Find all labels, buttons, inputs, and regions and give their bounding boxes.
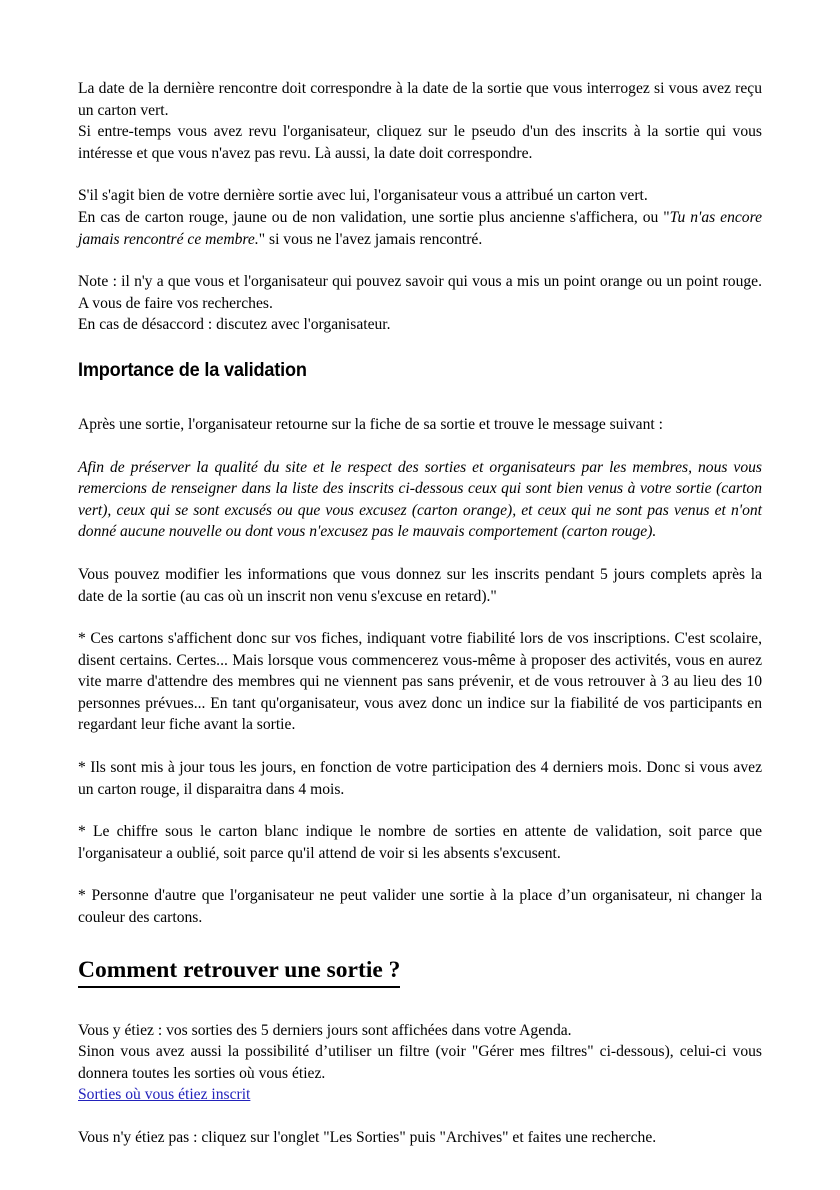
paragraph-apres-une-sortie: Après une sortie, l'organisateur retourne sur la fiche de sa sortie et trouve le message suivant : [78, 415, 663, 433]
paragraph-vous-y-etiez: Vous y étiez : vos sorties des 5 derniers jours sont affichées dans votre Agenda. [78, 1021, 572, 1039]
paragraph-validation-organisateur: * Personne d'autre que l'organisateur ne peut valider une sortie à la place d’un organisateur, ni changer la couleur des cartons. [78, 887, 762, 927]
spacer [78, 436, 762, 457]
spacer [78, 736, 762, 757]
spacer [78, 336, 762, 358]
text-after-quote: " si vous ne l'avez jamais rencontré. [258, 230, 483, 248]
spacer [78, 988, 762, 1009]
spacer [78, 1106, 762, 1127]
main-heading-comment-retrouver-sortie: Comment retrouver une sortie ? [78, 956, 400, 988]
spacer [78, 164, 762, 185]
paragraph-line-note: Note : il n'y a que vous et l'organisateur qui pouvez savoir qui vous a mis un point orange ou un point rouge. A vous de faire vos recherches. [78, 273, 762, 312]
paragraph-note-points [78, 271, 762, 314]
paragraph-derniere-rencontre [78, 78, 762, 121]
paragraph-entre-temps [78, 121, 762, 164]
paragraph-line-carton-vert: S'il s'agit bien de votre dernière sortie avec lui, l'organisateur vous a attribué un carton vert. [78, 187, 648, 205]
section-heading-importance-validation: Importance de la validation [78, 358, 307, 381]
spacer [78, 864, 762, 885]
paragraph-cartons-fiabilite: * Ces cartons s'affichent donc sur vos fiches, indiquant votre fiabilité lors de vos inscriptions. C'est scolaire, disent certains. Certes... Mais lorsque vous commencerez vous-même à proposer des activités, vous en aurez vite marre d'attendre des membres qui ne viennent pas sans prévenir, et de vous retrouver à 3 au lieu des 10 personnes prévues... En tant qu'organisateur, vous avez donc un indice sur la fiabilité de vos participants en regardant leur fiche avant la sortie. [78, 630, 762, 734]
spacer [78, 607, 762, 628]
link-sorties-ou-vous-etiez-inscrit[interactable]: Sorties où vous étiez inscrit [78, 1086, 251, 1104]
paragraph-carton-blanc: * Le chiffre sous le carton blanc indique le nombre de sorties en attente de validation, soit parce que l'organisateur a oublié, soit parce qu'il attend de voir si les absents s'excusent. [78, 823, 762, 862]
spacer [78, 1009, 762, 1020]
spacer [78, 800, 762, 821]
quoted-italic-message: Tu n'as encore jamais rencontré ce membre. [78, 208, 762, 248]
paragraph-modification-5-jours: Vous pouvez modifier les informations que vous donnez sur les inscrits pendant 5 jours complets après la date de la sortie (au cas où un inscrit non venu s'excuse en retard)." [78, 565, 762, 605]
paragraph-filtre-agenda: Sinon vous avez aussi la possibilité d’utiliser un filtre (voir "Gérer mes filtres" ci-dessous), celui-ci vous donnera toutes les sorties où vous étiez. [78, 1043, 762, 1082]
spacer [78, 250, 762, 271]
spacer [78, 929, 762, 951]
text-before-quote: En cas de carton rouge, jaune ou de non validation, une sortie plus ancienne s'affichera, ou " [78, 208, 670, 226]
paragraph-derniere-sortie [78, 185, 762, 207]
spacer [78, 382, 762, 403]
paragraph-vous-ny-etiez-pas: Vous n'y étiez pas : cliquez sur l'onglet "Les Sorties" puis "Archives" et faites une recherche. [78, 1129, 657, 1146]
paragraph-message-validation: Afin de préserver la qualité du site et le respect des sorties et organisateurs par les membres, nous vous remercions de renseigner dans la liste des inscrits ci-dessous ceux qui sont bien venus à votre sortie (carton vert), ceux qui se sont excusés ou que vous excusez (carton orange), et ceux qui ne sont pas venus et n'ont donné aucune nouvelle ou dont vous n'excusez pas le mauvais comportement (carton rouge). [78, 458, 762, 541]
spacer [78, 403, 762, 414]
paragraph-carton-rouge [78, 207, 762, 250]
link-row-sorties-inscrit [78, 1084, 762, 1106]
paragraph-line-desaccord: En cas de désaccord : discutez avec l'organisateur. [78, 316, 391, 334]
paragraph-line-entre-temps: Si entre-temps vous avez revu l'organisateur, cliquez sur le pseudo d'un des inscrits à la sortie qui vous intéresse et que vous n'avez pas revu. Là aussi, la date doit correspondre. [78, 123, 762, 162]
paragraph-line-date-rencontre: La date de la dernière rencontre doit correspondre à la date de la sortie que vous interrogez si vous avez reçu un carton vert. [78, 80, 762, 119]
paragraph-mise-a-jour-quotidienne: * Ils sont mis à jour tous les jours, en fonction de votre participation des 4 derniers mois. Donc si vous avez un carton rouge, il disparaitra dans 4 mois. [78, 759, 762, 798]
spacer [78, 543, 762, 564]
paragraph-desaccord [78, 314, 762, 336]
